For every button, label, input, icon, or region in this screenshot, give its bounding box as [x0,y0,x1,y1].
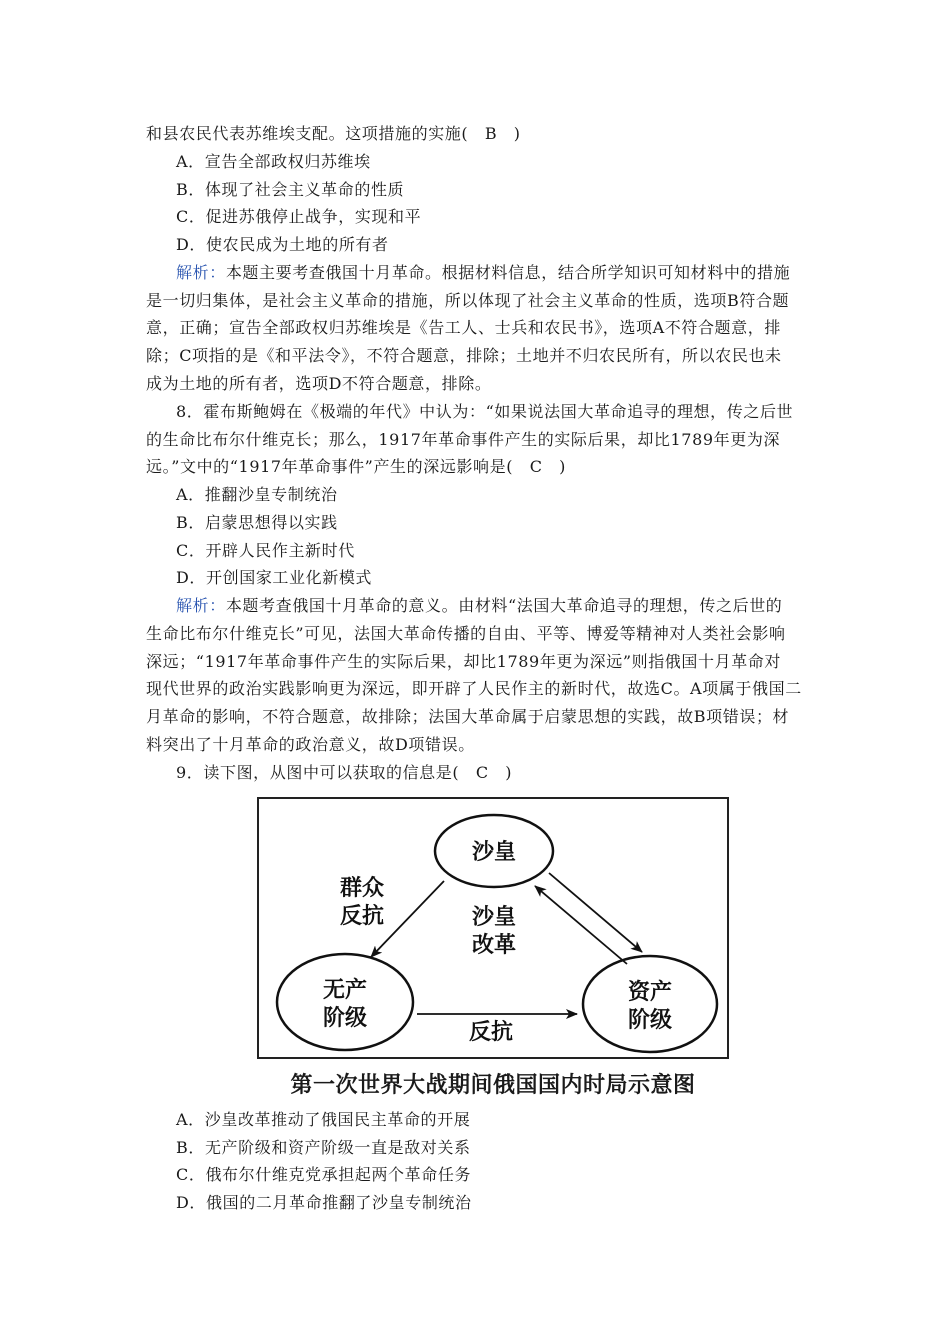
q8-analysis-text: 本题考查俄国十月革命的意义。由材料“法国大革命追寻的理想，传之后世的 [225,596,783,615]
q8-analysis-line-1 [176,596,838,616]
q7-analysis-line-5: 成为土地的所有者，选项D不符合题意，排除。 [146,374,492,393]
masses-label-1: 群众 [339,875,385,901]
q8-analysis-line-5: 月革命的影响，不符合题意，故排除；法国大革命属于启蒙思想的实践，故B项错误；材 [146,707,790,726]
q9-option-b: B．无产阶级和资产阶级一直是敌对关系 [176,1138,471,1157]
masses-label-2: 反抗 [339,903,385,929]
q8-stem-line-3: 远。”文中的“1917年革命事件”产生的深远影响是( C ) [146,457,566,476]
q7-analysis-text: 本题主要考查俄国十月革命。根据材料信息，结合所学知识可知材料中的措施 [225,263,791,282]
russia-situation-diagram [257,797,729,1059]
q7-analysis-line-2: 是一切归集体，是社会主义革命的措施，所以体现了社会主义革命的性质，选项B符合题 [146,291,790,310]
bourgeoisie-label-1: 资产 [627,979,673,1005]
q7-analysis-line-4: 除；C项指的是《和平法令》，不符合题意，排除；土地并不归农民所有，所以农民也未 [146,346,782,365]
q8-stem-line-1: 8．霍布斯鲍姆在《极端的年代》中认为：“如果说法国大革命追寻的理想，传之后世 [176,402,794,421]
figure-caption: 第一次世界大战期间俄国国内时局示意图 [290,1073,696,1098]
q7-option-c: C．促进苏俄停止战争，实现和平 [176,207,422,226]
q8-analysis-line-4: 现代世界的政治实践影响更为深远，即开辟了人民作主的新时代，故选C。A项属于俄国二 [146,679,802,698]
tsar-label: 沙皇 [471,839,517,865]
bourgeoisie-label-2: 阶级 [627,1007,673,1033]
proletariat-label-1: 无产 [322,977,368,1003]
proletariat-label-2: 阶级 [322,1005,368,1031]
q8-analysis-line-2: 生命比布尔什维克长”可见，法国大革命传播的自由、平等、博爱等精神对人类社会影响 [146,624,786,643]
reform-label-1: 沙皇 [471,904,517,930]
q7-stem-tail: 和县农民代表苏维埃支配。这项措施的实施( B ) [146,124,521,143]
q9-option-a: A．沙皇改革推动了俄国民主革命的开展 [176,1110,471,1129]
q8-analysis-label: 解析： [176,596,226,615]
q7-option-b: B．体现了社会主义革命的性质 [176,180,405,199]
q8-option-d: D．开创国家工业化新模式 [176,568,373,587]
q7-option-a: A．宣告全部政权归苏维埃 [176,152,371,171]
q7-analysis-label: 解析： [176,263,226,282]
q8-analysis-line-3: 深远；“1917年革命事件产生的实际后果，却比1789年更为深远”则指俄国十月革命对 [146,652,781,671]
q7-option-d: D．使农民成为土地的所有者 [176,235,389,254]
q8-option-b: B．启蒙思想得以实践 [176,513,338,532]
q7-analysis-line-3: 意，正确；宣告全部政权归苏维埃是《告工人、士兵和农民书》，选项A不符合题意，排 [146,318,781,337]
diagram-svg [259,799,727,1057]
q7-analysis-line-1 [176,263,838,283]
q8-stem-line-2: 的生命比布尔什维克长；那么，1917年革命事件产生的实际后果，却比1789年更为深 [146,430,781,449]
q9-option-d: D．俄国的二月革命推翻了沙皇专制统治 [176,1193,472,1212]
q8-analysis-line-6: 料突出了十月革命的政治意义，故D项错误。 [146,735,475,754]
q8-option-c: C．开辟人民作主新时代 [176,541,355,560]
reform-arrow-up [535,886,627,964]
reform-label-2: 改革 [471,932,517,958]
q9-stem: 9．读下图，从图中可以获取的信息是( C ) [176,763,513,782]
reform-arrow-down [549,873,642,952]
q8-option-a: A．推翻沙皇专制统治 [176,485,338,504]
q9-option-c: C．俄布尔什维克党承担起两个革命任务 [176,1165,472,1184]
resist-label: 反抗 [468,1019,514,1045]
